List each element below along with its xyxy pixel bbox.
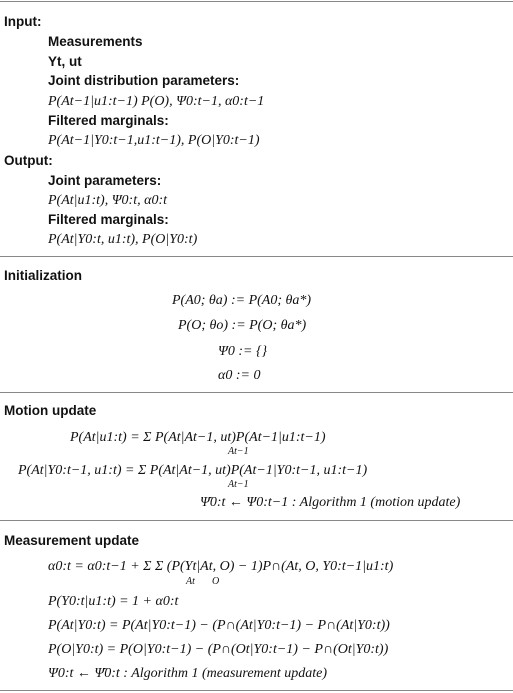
input-joint-params-value: P(At−1|u1:t−1) P(O), Ψ0:t−1, α0:t−1: [48, 94, 265, 109]
measurement-sum-index-2: O: [212, 576, 220, 587]
rule-after-init: [0, 392, 513, 393]
output-heading: Output:: [4, 153, 53, 168]
measurement-line-5: Ψ0:t ← Ψ̄0:t : Algorithm 1 (measurement update): [48, 666, 328, 681]
motion-sum-index-1: At−1: [228, 446, 249, 457]
input-filtered-label: Filtered marginals:: [48, 113, 169, 128]
output-joint-params-label: Joint parameters:: [48, 173, 162, 188]
rule-bottom: [0, 690, 513, 691]
init-line-1: P(A0; θa) := P(A0; θa*): [172, 293, 312, 308]
input-filtered-value: P(At−1|Y0:t−1,u1:t−1), P(O|Y0:t−1): [48, 133, 260, 148]
motion-line-1: P(At|u1:t) = Σ P(At|At−1, ut)P(At−1|u1:t−1): [70, 430, 326, 445]
measurement-line-1: α0:t = α0:t−1 + Σ Σ (P(Yt|At, O) − 1)P∩(At, O, Y0:t−1|u1:t): [48, 559, 394, 574]
input-heading: Input:: [4, 14, 42, 29]
measurement-line-3: P(At|Y0:t) = P(At|Y0:t−1) − (P∩(At|Y0:t−1) − P∩(At|Y0:t)): [48, 618, 390, 633]
input-joint-params-label: Joint distribution parameters:: [48, 73, 240, 88]
measurement-heading: Measurement update: [4, 533, 140, 548]
initialization-heading: Initialization: [4, 268, 83, 283]
input-measurements-value: Yt, ut: [48, 54, 82, 69]
motion-sum-index-2: At−1: [228, 479, 249, 490]
input-measurements-label: Measurements: [48, 34, 143, 49]
init-line-2: P(O; θo) := P(O; θa*): [178, 318, 307, 333]
rule-top: [0, 1, 513, 2]
output-joint-params-value: P(At|u1:t), Ψ0:t, α0:t: [48, 193, 168, 208]
output-filtered-label: Filtered marginals:: [48, 212, 169, 227]
measurement-line-4: P(O|Y0:t) = P(O|Y0:t−1) − (P∩(Ot|Y0:t−1) − P∩(Ot|Y0:t)): [48, 642, 389, 657]
motion-line-2: P(At|Y0:t−1, u1:t) = Σ P(At|At−1, ut)P(At−1|Y0:t−1, u1:t−1): [18, 463, 368, 478]
measurement-line-2: P(Y0:t|u1:t) = 1 + α0:t: [48, 594, 179, 609]
output-filtered-value: P(At|Y0:t, u1:t), P(O|Y0:t): [48, 232, 198, 247]
init-line-3: Ψ0 := {}: [218, 344, 268, 359]
rule-after-io: [0, 256, 513, 257]
rule-after-motion: [0, 520, 513, 521]
measurement-sum-index-1: At: [186, 576, 195, 587]
init-line-4: α0 := 0: [218, 368, 261, 383]
motion-heading: Motion update: [4, 403, 97, 418]
motion-line-3: Ψ̄0:t ← Ψ0:t−1 : Algorithm 1 (motion update): [200, 495, 461, 510]
